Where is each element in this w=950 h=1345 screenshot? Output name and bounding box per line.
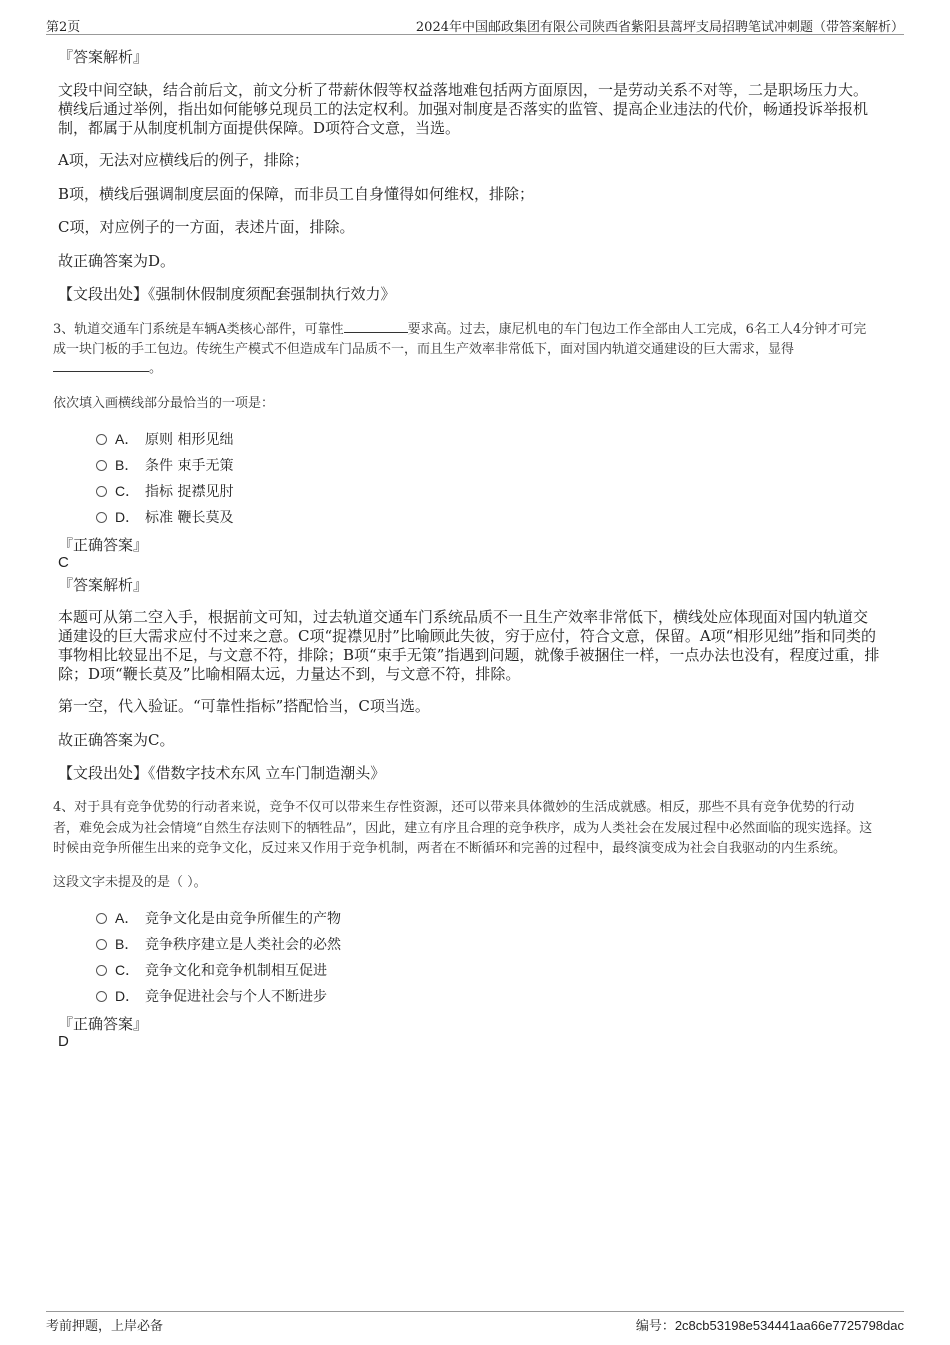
- document-title: 2024年中国邮政集团有限公司陕西省紫阳县蒿坪支局招聘笔试冲刺题（带答案解析）: [415, 20, 904, 35]
- q3-analysis-line4: 除；D项“鞭长莫及”比喻相隔太远，力量达不到，与文意不符，排除。: [58, 665, 521, 683]
- q3-stem-line2: 成一块门板的手工包边。传统生产模式不但造成车门品质不一，而且生产效率非常低下，面对国内轨道交通建设的巨大需求，显得: [53, 342, 795, 357]
- radio-icon[interactable]: [96, 460, 107, 471]
- q4-option-a[interactable]: A． 竞争文化是由竞争所催生的产物: [96, 908, 341, 928]
- fill-blank-1[interactable]: [344, 319, 408, 333]
- q3-analysis-line3: 事物相比较显出不足，与文意不符，排除；B项“束手无策”指遇到问题，就像手被捆住一样，一点办法也没有，程度过重，排: [58, 646, 880, 664]
- q3-correct-answer: C: [58, 554, 69, 571]
- q3-analysis-para2: 第一空，代入验证。“可靠性指标”搭配恰当，C项当选。: [58, 697, 430, 715]
- radio-icon[interactable]: [96, 939, 107, 950]
- q2-conclusion: 故正确答案为D。: [58, 252, 176, 270]
- document-code: 编号：2c8cb53198e534441aa66e7725798dac: [635, 1318, 904, 1334]
- q2-analysis-label: 『答案解析』: [58, 48, 149, 66]
- q4-stem-line2: 者，难免会成为社会情境“自然生存法则下的牺牲品”，因此，建立有序且合理的竞争秩序，成为人类社会在发展过程中必然面临的现实选择。这: [53, 821, 873, 836]
- radio-icon[interactable]: [96, 486, 107, 497]
- q2-source: 【文段出处】《强制休假制度须配套强制执行效力》: [58, 285, 396, 303]
- q2-analysis-line3: 制，都属于从制度机制方面提供保障。D项符合文意，当选。: [58, 119, 461, 137]
- radio-icon[interactable]: [96, 434, 107, 445]
- q3-stem-line1: 3、轨道交通车门系统是车辆A类核心部件，可靠性 要求高。过去，康尼机电的车门包边工作全部由人工完成，6名工人4分钟才可完: [53, 319, 903, 340]
- q3-option-a[interactable]: A． 原则 相形见绌: [96, 429, 233, 449]
- radio-icon[interactable]: [96, 991, 107, 1002]
- q4-stem-line1: 4、对于具有竞争优势的行动者来说，竞争不仅可以带来生存性资源，还可以带来具体微妙的生活成就感。相反，那些不具有竞争优势的行动: [53, 800, 855, 815]
- page-header: [46, 14, 904, 35]
- q3-option-b[interactable]: B． 条件 束手无策: [96, 455, 233, 475]
- radio-icon[interactable]: [96, 913, 107, 924]
- q2-analysis-line2: 横线后通过举例，指出如何能够兑现员工的法定权利。加强对制度是否落实的监管、提高企业违法的代价，畅通投诉举报机: [58, 100, 869, 118]
- q2-analysis-line1: 文段中间空缺，结合前后文，前文分析了带薪休假等权益落地难包括两方面原因，一是劳动关系不对等，二是职场压力大。: [58, 81, 869, 99]
- footer-slogan: 考前押题，上岸必备: [46, 1319, 164, 1334]
- q3-correct-label: 『正确答案』: [58, 536, 149, 554]
- q2-option-a-analysis: A项，无法对应横线后的例子，排除；: [58, 151, 309, 169]
- radio-icon[interactable]: [96, 965, 107, 976]
- page-footer: [46, 1311, 904, 1342]
- q4-stem-line3: 时候由竞争所催生出来的竞争文化，反过来又作用于竞争机制，两者在不断循环和完善的过程中，最终演变成为社会自我驱动的内生系统。: [53, 841, 847, 856]
- q3-stem-line3: 。: [53, 358, 903, 379]
- q4-question: 这段文字未提及的是（ ）。: [53, 875, 207, 890]
- q3-conclusion: 故正确答案为C。: [58, 731, 175, 749]
- radio-icon[interactable]: [96, 512, 107, 523]
- q4-option-b[interactable]: B． 竞争秩序建立是人类社会的必然: [96, 934, 341, 954]
- q2-option-b-analysis: B项，横线后强调制度层面的保障，而非员工自身懂得如何维权，排除；: [58, 185, 535, 203]
- q4-option-c[interactable]: C． 竞争文化和竞争机制相互促进: [96, 960, 327, 980]
- page-number: 第2页: [46, 20, 81, 35]
- q3-question: 依次填入画横线部分最恰当的一项是：: [53, 396, 275, 411]
- q4-correct-label: 『正确答案』: [58, 1015, 149, 1033]
- q4-option-d[interactable]: D． 竞争促进社会与个人不断进步: [96, 986, 327, 1006]
- q3-option-c[interactable]: C． 指标 捉襟见肘: [96, 481, 233, 501]
- q2-option-c-analysis: C项，对应例子的一方面，表述片面，排除。: [58, 218, 355, 236]
- q3-source: 【文段出处】《借数字技术东风 立车门制造潮头》: [58, 764, 386, 782]
- fill-blank-2[interactable]: [53, 358, 149, 372]
- q4-correct-answer: D: [58, 1033, 69, 1050]
- q3-analysis-line2: 通建设的巨大需求应付不过来之意。C项“捉襟见肘”比喻顾此失彼，穷于应付，符合文意，保留。A项“相形见绌”指和同类的: [58, 627, 876, 645]
- q3-analysis-line1: 本题可从第二空入手，根据前文可知，过去轨道交通车门系统品质不一且生产效率非常低下，横线处应体现面对国内轨道交: [58, 608, 869, 626]
- q3-analysis-label: 『答案解析』: [58, 576, 149, 594]
- q3-option-d[interactable]: D． 标准 鞭长莫及: [96, 507, 233, 527]
